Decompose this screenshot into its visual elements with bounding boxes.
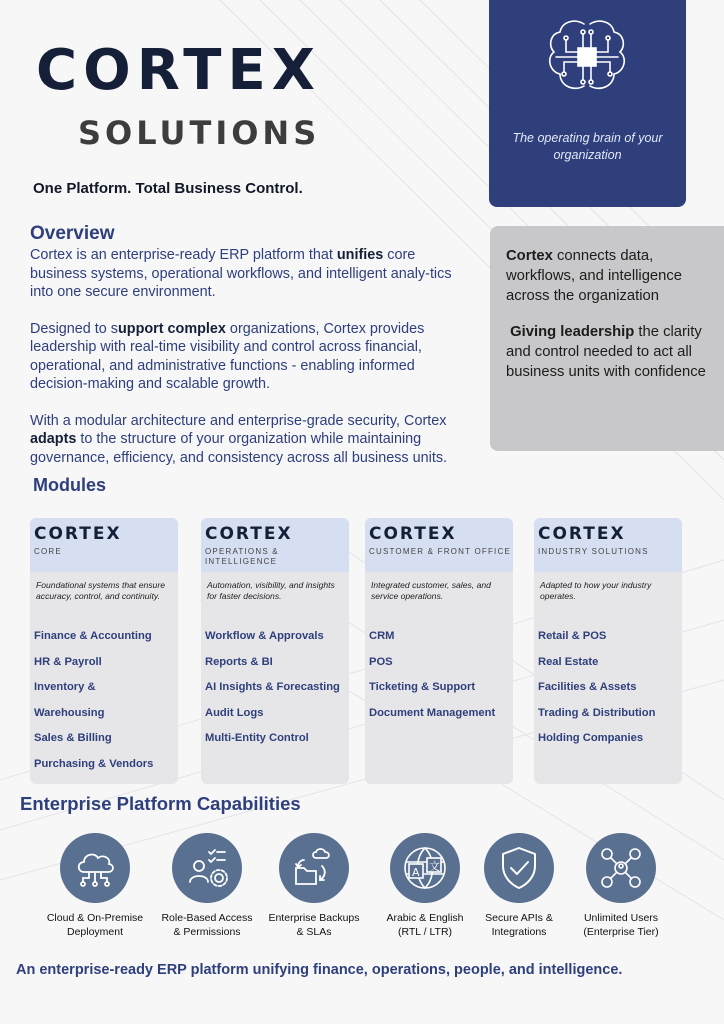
capability-secure-apis [467,833,571,939]
module-card-customer [365,518,513,784]
capability-label: & SLAs [296,926,332,938]
module-feature: Purchasing & Vendors [34,757,154,770]
capability-label: Role-Based Access [161,912,253,924]
users-network-icon [597,844,645,892]
module-feature: Sales & Billing [34,732,112,745]
capability-backups [262,833,366,939]
module-title: CORTEX [205,524,293,544]
svg-text:文: 文 [429,860,440,873]
module-feature: Holding Companies [538,732,644,745]
module-feature: Trading & Distribution [538,706,656,719]
modules-heading: Modules [33,475,107,495]
module-feature: Document Management [369,706,496,719]
brain-chip-icon [544,14,630,100]
capability-language [373,833,477,939]
module-card-operations [201,518,349,784]
module-feature: Reports & BI [205,655,273,668]
module-title: CORTEX [538,524,626,544]
capability-label: & Permissions [173,926,241,938]
module-subtitle: INDUSTRY SOLUTIONS [538,547,649,556]
capability-label: Cloud & On-Premise [46,912,144,924]
module-feature: HR & Payroll [34,655,102,668]
capability-label: Unlimited Users [583,912,659,924]
module-feature: Inventory & [34,681,96,694]
overview-body [30,246,465,485]
module-subtitle: OPERATIONS & INTELLIGENCE [205,547,279,566]
module-description: Foundational systems that ensure accuracy, control, and continuity. [36,580,165,601]
brain-caption: The operating brain of your organization [512,131,663,162]
module-feature: Ticketing & Support [369,681,476,694]
module-feature: CRM [369,630,395,642]
capability-label: (RTL / LTR) [397,926,453,938]
backup-icon [290,844,338,892]
svg-text:A: A [412,866,420,879]
overview-heading: Overview [30,223,115,244]
capability-label: Enterprise Backups [268,912,360,924]
module-description: Adapted to how your industry operates. [540,580,652,601]
capabilities-heading: Enterprise Platform Capabilities [20,793,301,814]
overview-paragraph-3: With a modular architecture and enterprise-grade security, Cortex adapts to the structure of your organization while maintaining governance, efficiency, and consistency across all business units. [30,412,448,466]
module-feature: Warehousing [34,706,105,719]
module-feature: Real Estate [538,655,599,668]
module-feature: POS [369,655,393,668]
capability-label: (Enterprise Tier) [583,926,659,938]
role-access-icon [183,844,231,892]
module-card-core [30,518,178,784]
module-description: Automation, visibility, and insights for faster decisions. [207,580,335,601]
brain-panel [489,0,686,207]
module-description: Integrated customer, sales, and service operations. [371,580,491,601]
module-title: CORTEX [34,524,122,544]
capability-label: Arabic & English [386,912,464,924]
highlight-box [490,226,724,451]
cloud-icon [71,844,119,892]
module-card-industry [534,518,682,784]
module-feature: Audit Logs [205,706,264,719]
capability-label: Deployment [66,926,124,938]
module-feature: Finance & Accounting [34,630,152,642]
shield-check-icon [495,844,543,892]
capability-label: Secure APIs & [485,912,553,924]
module-feature: Workflow & Approvals [205,630,324,642]
capability-role-access [155,833,259,939]
language-icon [401,844,449,892]
module-subtitle: CUSTOMER & FRONT OFFICE [369,547,511,556]
module-title: CORTEX [369,524,457,544]
overview-paragraph-2: Designed to support complex organizations, Cortex provides leadership with real-time visibility and control across financial, operational, and administrative functions - enabling informed decision-making and scalable growth. [30,320,425,392]
highlight-paragraph-1: Cortex connects data, workflows, and intelligence across the organization [506,248,683,304]
capability-unlimited-users [569,833,673,939]
highlight-paragraph-2: Giving leadership the clarity and control needed to act all business units with confidence [506,324,706,380]
module-feature: Facilities & Assets [538,681,637,694]
tagline: One Platform. Total Business Control. [33,180,303,197]
brand-sub: SOLUTIONS [78,114,321,152]
module-feature: Retail & POS [538,630,607,642]
module-subtitle: CORE [34,547,62,556]
module-feature: Multi-Entity Control [205,732,309,745]
capability-cloud [43,833,147,939]
footer-statement: An enterprise-ready ERP platform unifying finance, operations, people, and intelligence. [16,962,623,978]
module-feature: AI Insights & Forecasting [205,681,340,694]
brand-logo: CORTEX [36,38,321,103]
overview-paragraph-1: Cortex is an enterprise-ready ERP platform that unifies core business systems, operational workflows, and intelligent analy-tics into one secure environment. [30,247,452,300]
capability-label: Integrations [491,926,547,938]
